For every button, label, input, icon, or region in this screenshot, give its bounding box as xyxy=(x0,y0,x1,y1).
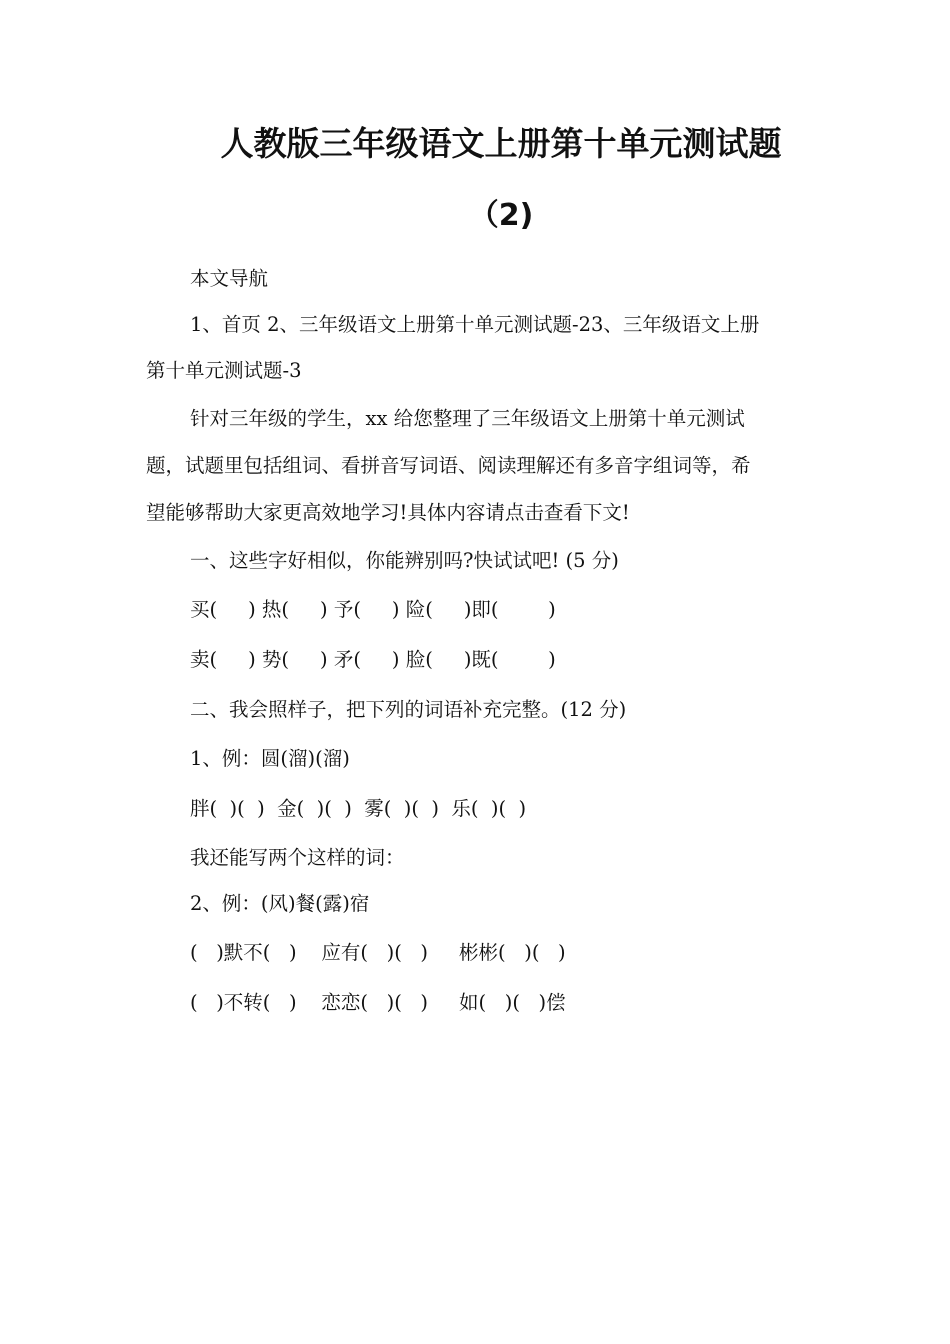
intro-line-3: 望能够帮助大家更高效地学习!具体内容请点击查看下文! xyxy=(146,501,630,524)
question-2-example-2: 2、例：(风)餐(露)宿 xyxy=(190,892,370,915)
question-1-row-1: 买( ) 热( ) 予( ) 险( )即( ) xyxy=(190,598,556,621)
question-1-row-2: 卖( ) 势( ) 矛( ) 脸( )既( ) xyxy=(190,648,556,671)
nav-line-2: 第十单元测试题-3 xyxy=(146,359,302,382)
document-title-line1: 人教版三年级语文上册第十单元测试题 xyxy=(220,124,782,163)
document-title-line2: （2) xyxy=(468,198,534,233)
question-2-example-2-row-1: ( )默不( ) 应有( )( ) 彬彬( )( ) xyxy=(190,941,566,964)
intro-line-2: 题，试题里包括组词、看拼音写词语、阅读理解还有多音字组词等，希 xyxy=(146,454,751,477)
question-2-more-words: 我还能写两个这样的词： xyxy=(190,846,405,869)
nav-heading: 本文导航 xyxy=(190,267,269,290)
question-2-example-1: 1、例：圆(溜)(溜) xyxy=(190,747,350,770)
nav-line-1: 1、首页 2、三年级语文上册第十单元测试题-23、三年级语文上册 xyxy=(190,313,760,336)
question-2-example-2-row-2: ( )不转( ) 恋恋( )( ) 如( )( )偿 xyxy=(190,991,566,1014)
question-1-title: 一、这些字好相似，你能辨别吗?快试试吧! (5 分) xyxy=(190,549,619,572)
intro-line-1: 针对三年级的学生，xx 给您整理了三年级语文上册第十单元测试 xyxy=(190,407,745,430)
question-2-example-1-row: 胖( )( ) 金( )( ) 雾( )( ) 乐( )( ) xyxy=(190,797,527,820)
question-2-title: 二、我会照样子，把下列的词语补充完整。(12 分) xyxy=(190,698,627,721)
